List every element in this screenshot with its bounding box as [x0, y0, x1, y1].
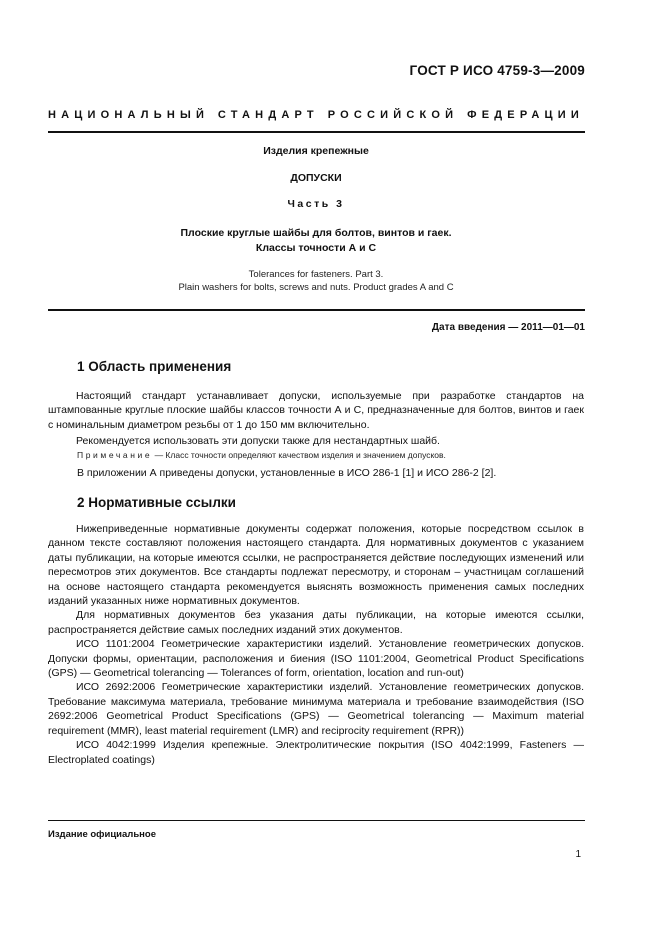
section-2-reference-3: ИСО 4042:1999 Изделия крепежные. Электролитические покрытия (ISO 4042:1999, Fasteners — Electroplated coatings): [48, 739, 584, 766]
section-1-note: [77, 450, 446, 460]
subtitle-line-1: Плоские круглые шайбы для болтов, винтов и гаек.: [180, 227, 452, 239]
title-rule: [48, 309, 585, 311]
section-1-paragraph-2: Рекомендуется использовать эти допуски также для нестандартных шайб.: [76, 435, 440, 448]
subtitle-line-2: Классы точности А и С: [255, 242, 377, 254]
section-2-reference-1: ИСО 1101:2004 Геометрические характеристики изделий. Установление геометрических допусков. Допуски формы, ориентации, расположения и биения (ISO 1101:2004, Geometrical Product Specifications (GPS) — Geometrical tolerancing — Tolerances of form, orientation, location and run-out): [48, 638, 584, 680]
section-1-paragraph-3: В приложении А приведены допуски, установленные в ИСО 286-1 [1] и ИСО 286-2 [2].: [77, 467, 497, 479]
english-title-line-1: Tolerances for fasteners. Part 3.: [248, 269, 384, 280]
section-2-reference-2: ИСО 2692:2006 Геометрические характеристики изделий. Установление геометрических допусков. Требование максимума материала, требование минимума материала и требование взаимодействия (ISO 2692:2006 Geometrical Product Specifications (GPS) — Geometrical tolerancing — Maximum material requirement (MMR), least material requirement (LMR) and reciprocity requirement (RPR)): [48, 681, 584, 737]
part-title: Часть 3: [287, 198, 345, 210]
note-text: — Класс точности определяют качеством изделия и значением допусков.: [152, 450, 446, 460]
section-1-paragraph-1: Настоящий стандарт устанавливает допуски, используемые при разработке стандартов на штампованные круглые плоские шайбы классов точности А и С, предназначенные для болтов, винтов и гаек с номинальным диаметром резьбы от 1 до 150 мм включительно.: [48, 390, 584, 431]
page-number: 1: [575, 849, 581, 860]
section-1-heading: 1 Область применения: [77, 359, 232, 374]
national-standard-banner: НАЦИОНАЛЬНЫЙ СТАНДАРТ РОССИЙСКОЙ ФЕДЕРАЦИИ: [48, 109, 584, 121]
section-2-heading: 2 Нормативные ссылки: [77, 495, 236, 510]
header-rule: [48, 131, 585, 133]
introduction-date: Дата введения — 2011—01—01: [431, 322, 585, 333]
section-2-paragraph-1: Нижеприведенные нормативные документы содержат положения, которые посредством ссылок в данном тексте составляют положения настоящего стандарта. Для нормативных документов с указанием даты публикации, на которые имеются ссылки, не распространяется действие последующих изменений или пересмотров этих документов. Все стандарты подлежат пересмотру, и сторонам – участницам соглашений на основе настоящего стандарта рекомендуется выяснять возможность применения самых последних изданий указанных ниже нормативных документов.: [48, 523, 584, 608]
title-line-2: ДОПУСКИ: [290, 172, 342, 184]
section-1-body: [48, 389, 584, 449]
document-code: ГОСТ Р ИСО 4759-3—2009: [409, 63, 585, 78]
note-label: Примечание: [77, 450, 153, 460]
footer-rule: [48, 820, 585, 821]
english-title-line-2: Plain washers for bolts, screws and nuts. Product grades A and C: [178, 282, 454, 293]
edition-label: Издание официальное: [48, 829, 156, 840]
title-line-1: Изделия крепежные: [263, 145, 369, 157]
section-2-body: [48, 522, 584, 767]
section-2-paragraph-2: Для нормативных документов без указания даты публикации, на которые имеются ссылки, распространяется действие самых последних изданий этих документов.: [48, 609, 584, 636]
